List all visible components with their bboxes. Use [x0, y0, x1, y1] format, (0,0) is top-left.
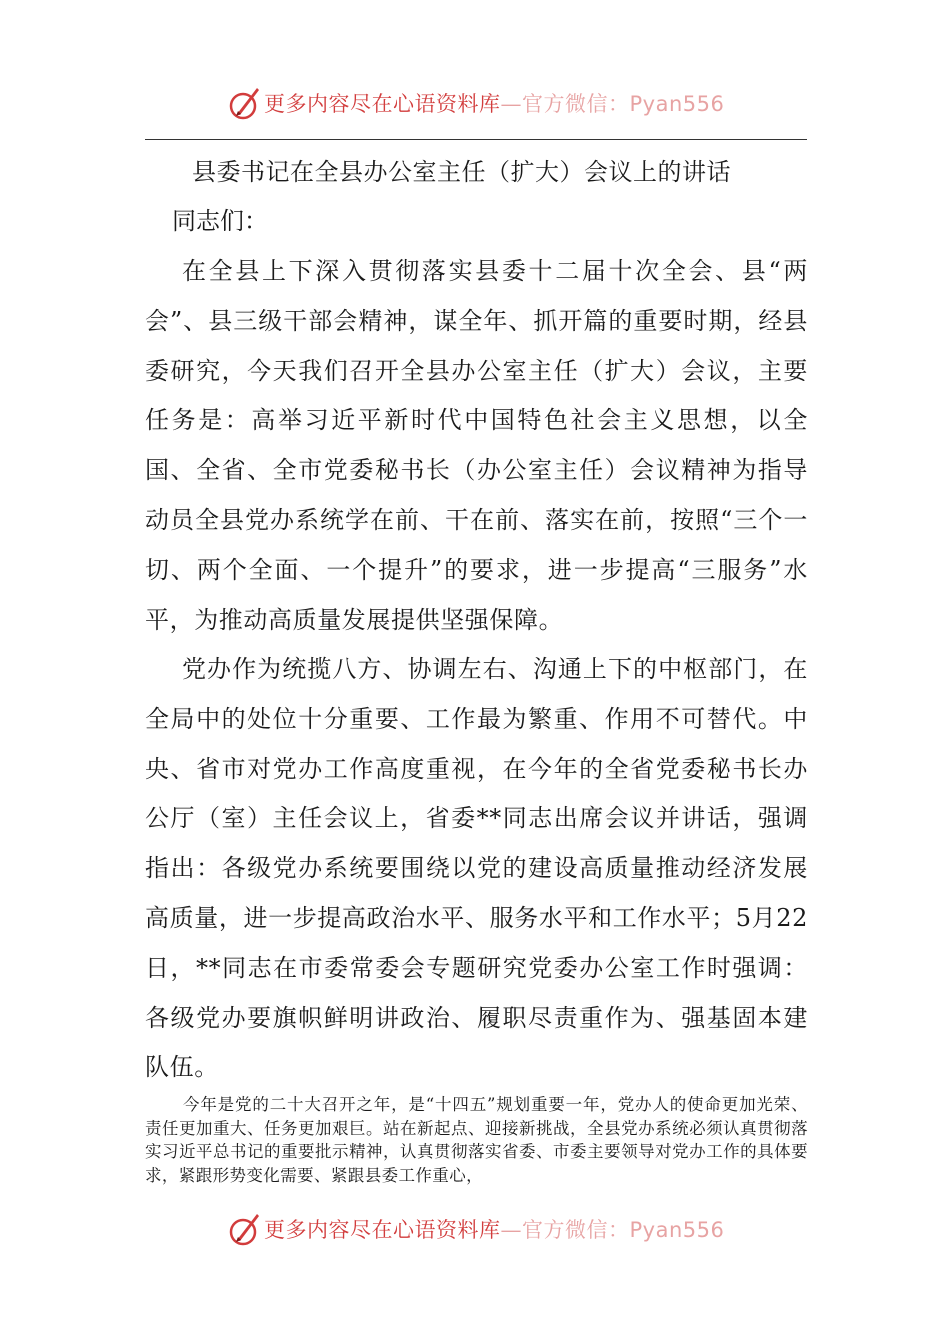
document-title: 县委书记在全县办公室主任（扩大）会议上的讲话: [192, 158, 731, 186]
brand-name: 更多内容尽在心语资料库: [264, 92, 501, 116]
quill-logo-icon: [228, 84, 262, 122]
paragraph-2: 党办作为统揽八方、协调左右、沟通上下的中枢部门，在全局中的处位十分重要、工作最为繁重、作用不可替代。中央、省市对党办工作高度重视，在今年的全省党委秘书长办公厅（室）主任会议上，省委**同志出席会议并讲话，强调指出：各级党办系统要围绕以党的建设高质量推动经济发展高质量，进一步提高政治水平、服务水平和工作水平；5月22日，**同志在市委常委会专题研究党委办公室工作时强调：各级党办要旗帜鲜明讲政治、履职尽责重作为、强基固本建队伍。: [145, 655, 808, 1082]
quill-logo-icon: [228, 1210, 262, 1248]
wechat-label: 官方微信：: [522, 92, 630, 116]
salutation: 同志们：: [172, 207, 268, 235]
header-watermark-text: [264, 90, 724, 118]
header-divider: [145, 139, 807, 140]
footer-watermark-banner: [0, 1210, 950, 1250]
footer-watermark-text: [264, 1216, 724, 1244]
banner-separator: —: [500, 92, 522, 116]
brand-name: 更多内容尽在心语资料库: [264, 1218, 501, 1242]
banner-separator: —: [500, 1218, 522, 1242]
wechat-id: Pyan556: [629, 1218, 725, 1242]
paragraph-3: 今年是党的二十大召开之年，是“十四五”规划重要一年，党办人的使命更加光荣、责任更加重大、任务更加艰巨。站在新起点、迎接新挑战，全县党办系统必须认真贯彻落实习近平总书记的重要批示精神，认真贯彻落实省委、市委主要领导对党办工作的具体要求，紧跟形势变化需要、紧跟县委工作重心，: [145, 1095, 808, 1185]
header-watermark-banner: [0, 84, 950, 124]
wechat-id: Pyan556: [629, 92, 725, 116]
paragraph-1: 在全县上下深入贯彻落实县委十二届十次全会、县“两会”、县三级干部会精神，谋全年、抓开篇的重要时期，经县委研究，今天我们召开全县办公室主任（扩大）会议，主要任务是：高举习近平新时代中国特色社会主义思想，以全国、全省、全市党委秘书长（办公室主任）会议精神为指导动员全县党办系统学在前、干在前、落实在前，按照“三个一切、两个全面、一个提升”的要求，进一步提高“三服务”水平，为推动高质量发展提供坚强保障。: [145, 257, 808, 634]
wechat-label: 官方微信：: [522, 1218, 630, 1242]
